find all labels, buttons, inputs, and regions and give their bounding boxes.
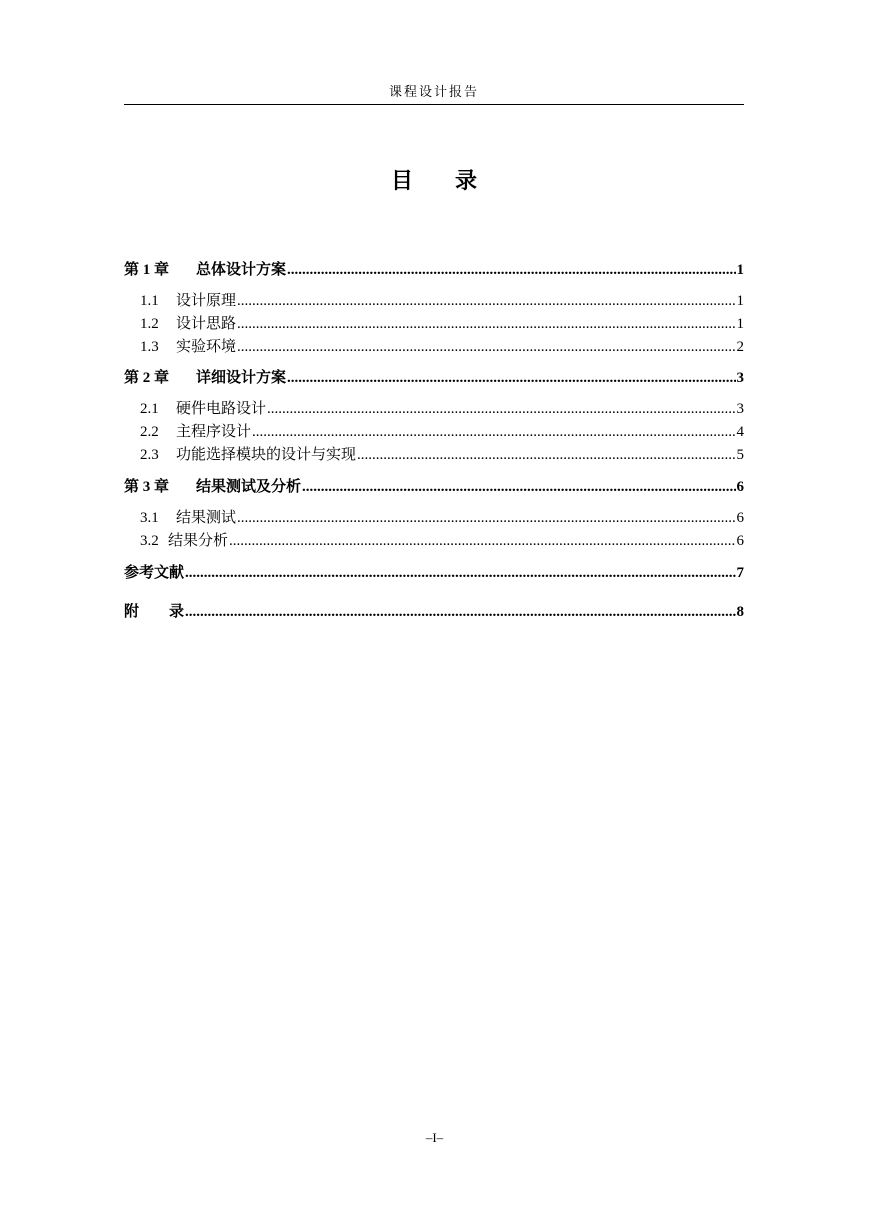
page-number: –I– — [425, 1130, 444, 1145]
dot-leader — [229, 531, 735, 551]
toc-entry-number: 1.2 — [140, 316, 159, 332]
toc-entry-2-3[interactable] — [140, 445, 744, 465]
toc-entry-3-2[interactable] — [140, 531, 744, 551]
toc-entry-2-2[interactable] — [140, 422, 744, 442]
toc-entry-appendix[interactable] — [124, 602, 744, 622]
toc-entry-title: 结果分析 — [168, 533, 229, 549]
dot-leader — [287, 260, 735, 280]
toc-entry-number: 第 2 章 — [124, 370, 170, 386]
toc-entry-title: 参考文献 — [124, 565, 185, 581]
toc-entry-3-1[interactable] — [140, 508, 744, 528]
toc-entry-1-1[interactable] — [140, 291, 744, 311]
toc-entry-title: 录 — [169, 604, 185, 620]
dot-leader — [185, 602, 735, 622]
toc-entry-number: 第 1 章 — [124, 262, 170, 278]
dot-leader — [302, 477, 735, 497]
toc-entry-number: 1.3 — [140, 339, 159, 355]
toc-entry-chapter-3[interactable] — [124, 477, 744, 497]
toc-entry-chapter-2[interactable] — [124, 368, 744, 388]
toc-entry-title: 详细设计方案 — [196, 370, 287, 386]
toc-heading — [124, 166, 744, 196]
toc-heading-right: 录 — [455, 168, 478, 193]
toc-entry-page: 8 — [736, 604, 744, 620]
toc-entry-page: 6 — [736, 533, 744, 549]
toc-entry-number: 第 3 章 — [124, 479, 170, 495]
toc-entry-page: 5 — [736, 447, 744, 463]
toc-entry-page: 2 — [736, 339, 744, 355]
toc-entry-title: 功能选择模块的设计与实现 — [176, 447, 357, 463]
toc-entry-title: 硬件电路设计 — [176, 401, 267, 417]
toc-entry-number: 2.3 — [140, 447, 159, 463]
toc-entry-number: 3.2 — [140, 533, 159, 549]
running-header: 课程设计报告 — [124, 82, 744, 105]
dot-leader — [252, 422, 735, 442]
toc-entry-references[interactable] — [124, 563, 744, 583]
dot-leader — [237, 291, 735, 311]
dot-leader — [237, 337, 735, 357]
toc-entry-2-1[interactable] — [140, 399, 744, 419]
dot-leader — [237, 508, 735, 528]
dot-leader — [357, 445, 735, 465]
toc-entry-page: 4 — [736, 424, 744, 440]
toc-entry-title: 主程序设计 — [176, 424, 252, 440]
toc-entry-number: 1.1 — [140, 293, 159, 309]
toc-heading-left: 目 — [390, 168, 413, 193]
toc-entry-page: 7 — [736, 565, 744, 581]
toc-entry-title: 设计思路 — [176, 316, 237, 332]
dot-leader — [287, 368, 735, 388]
toc-entry-1-2[interactable] — [140, 314, 744, 334]
toc-entry-page: 3 — [736, 401, 744, 417]
toc-entry-page: 1 — [736, 293, 744, 309]
toc-entry-page: 6 — [736, 510, 744, 526]
toc-entry-page: 1 — [736, 262, 744, 278]
dot-leader — [185, 563, 735, 583]
toc-entry-number: 3.1 — [140, 510, 159, 526]
toc-entry-number: 2.1 — [140, 401, 159, 417]
toc-entry-title: 总体设计方案 — [196, 262, 287, 278]
toc-entry-title: 实验环境 — [176, 339, 237, 355]
dot-leader — [237, 314, 735, 334]
toc-entry-number: 附 — [124, 604, 140, 620]
toc-entry-title: 设计原理 — [176, 293, 237, 309]
toc-entry-chapter-1[interactable] — [124, 260, 744, 280]
dot-leader — [267, 399, 735, 419]
toc-entry-title: 结果测试 — [176, 510, 237, 526]
toc-entry-page: 6 — [736, 479, 744, 495]
toc-entry-page: 1 — [736, 316, 744, 332]
toc-entry-number: 2.2 — [140, 424, 159, 440]
toc-entry-page: 3 — [736, 370, 744, 386]
toc-entry-title: 结果测试及分析 — [196, 479, 302, 495]
toc-entry-1-3[interactable] — [140, 337, 744, 357]
